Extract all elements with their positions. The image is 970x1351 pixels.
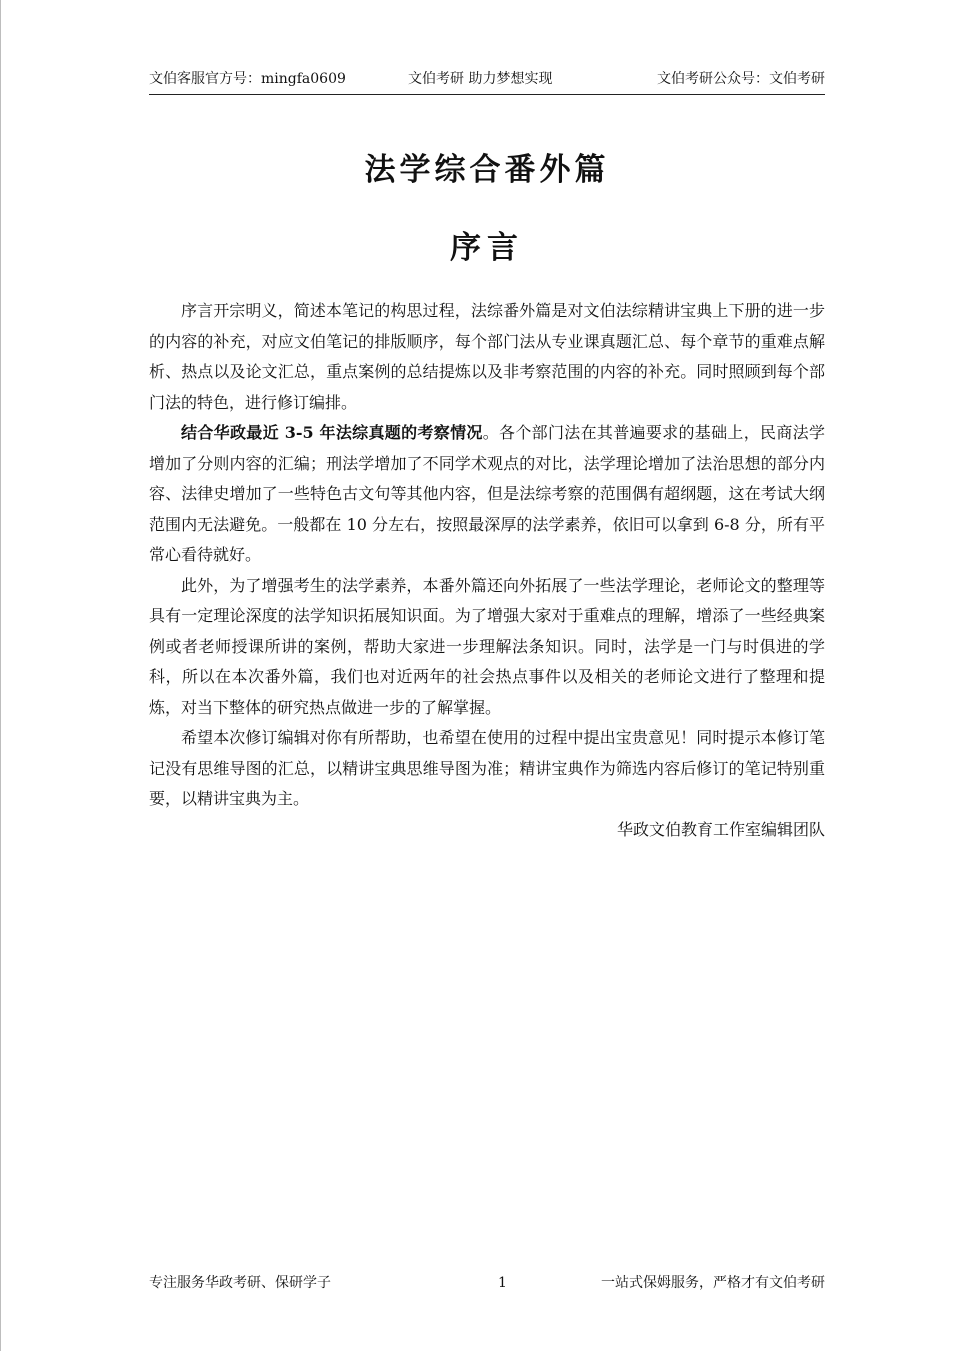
footer-right-text: 一站式保姆服务，严格才有文伯考研 [601,1275,825,1291]
paragraph [149,723,825,815]
body-text [149,296,825,845]
paragraph-text: 希望本次修订编辑对你有所帮助，也希望在使用的过程中提出宝贵意见！同时提示本修订笔记没有思维导图的汇总，以精讲宝典思维导图为准；精讲宝典作为筛选内容后修订的笔记特别重要，以精讲宝典为主。 [149,728,825,808]
document-title: 法学综合番外篇 [364,152,610,188]
paragraph-text: 序言开宗明义，简述本笔记的构思过程，法综番外篇是对文伯法综精讲宝典上下册的进一步的内容的补充，对应文伯笔记的排版顺序，每个部门法从专业课真题汇总、每个章节的重难点解析、热点以及论文汇总，重点案例的总结提炼以及非考察范围的内容的补充。同时照顾到每个部门法的特色，进行修订编排。 [149,301,825,412]
header-left-text: 文伯客服官方号：mingfa0609 [149,71,346,87]
page-number: 1 [498,1275,507,1291]
page-footer [149,1272,825,1294]
paragraph [149,418,825,571]
header-right-text: 文伯考研公众号：文伯考研 [657,71,825,87]
paragraph-bold: 结合华政最近 3-5 年法综真题的考察情况 [181,423,483,442]
footer-left-text: 专注服务华政考研、保研学子 [149,1275,331,1291]
paragraph-text: 此外，为了增强考生的法学素养，本番外篇还向外拓展了一些法学理论，老师论文的整理等具有一定理论深度的法学知识拓展知识面。为了增强大家对于重难点的理解，增添了一些经典案例或者老师授课所讲的案例，帮助大家进一步理解法条知识。同时，法学是一门与时俱进的学科，所以在本次番外篇，我们也对近两年的社会热点事件以及相关的老师论文进行了整理和提炼，对当下整体的研究热点做进一步的了解掌握。 [149,575,825,717]
paragraph-text: 。各个部门法在其普遍要求的基础上，民商法学增加了分则内容的汇编；刑法学增加了不同学术观点的对比，法学理论增加了法治思想的部分内容、法律史增加了一些特色古文句等其他内容，但是法综考察的范围偶有超纲题，这在考试大纲范围内无法避免。一般都在 10 分左右，按照最深厚的法学素养，依旧可以拿到 6-8 分，所有平常心看待就好。 [149,423,825,564]
paragraph [149,296,825,418]
section-title: 序言 [450,230,524,266]
page-header [149,68,825,95]
signature: 华政文伯教育工作室编辑团队 [616,819,825,839]
paragraph [149,571,825,724]
header-center-text: 文伯考研 助力梦想实现 [408,71,553,87]
page-edge [0,0,1,1351]
